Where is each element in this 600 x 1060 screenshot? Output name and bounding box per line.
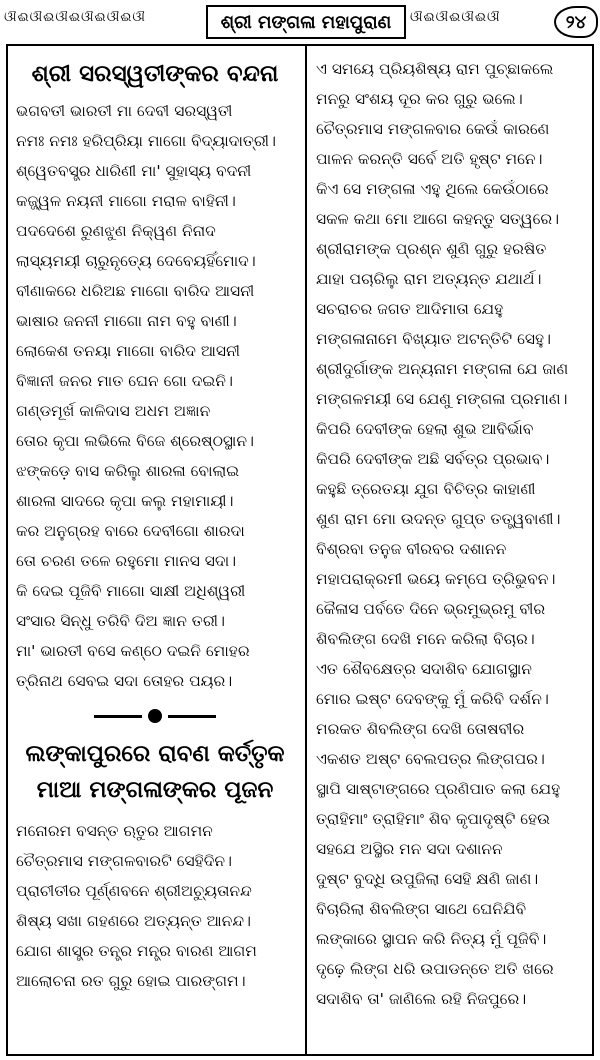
- verse-line: ମା' ଭାରତୀ ବସେ କଣ୍ଠେ ଦଇନି ମୋହର: [16, 642, 250, 660]
- ornament-dot: [148, 709, 162, 723]
- verse-line: ଦୃଢ଼େ ଲିଙ୍ଗ ଧରି ଉପାଡନ୍ତେ ଅତି ଖରେ: [316, 960, 554, 978]
- verse-line: କିପରି ଦେବୀଙ୍କ ହେଲା ଶୁଭ ଆବିର୍ଭାବ: [316, 420, 534, 438]
- saraswati-verses: [10, 96, 300, 696]
- verse-line: ଭଗବତୀ ଭାରତୀ ମା ଦେବୀ ସରସ୍ୱତୀ: [16, 102, 233, 120]
- verse-line: ମହାପରାକ୍ରମୀ ଭୟେ କମ୍ପେ ତ୍ରିଭୁବନ।: [316, 570, 556, 588]
- verse-line: ମରକତ ଶିବଲିଙ୍ଗ ଦେଖି ତୋଷବୀର: [316, 720, 525, 738]
- verse-line: ଝଙ୍କଡ଼େ ବାସ କରିଲୁ ଶାରଳା ବୋଲାଇ: [16, 462, 240, 480]
- verse-line: କହୁଛି ତ୍ରେତୟା ଯୁଗ ବିଚିତ୍ର କାହାଣୀ: [316, 480, 536, 498]
- verse-line: ମନୋରମ ବସନ୍ତ ଋତୁର ଆଗମନ: [16, 822, 213, 840]
- verse-line: ଏକଶତ ଅଷ୍ଟ ବେଲପତ୍ର ଲିଙ୍ଗପର।: [316, 750, 545, 768]
- verse-line: ସଦାଶିବ ତା' ଜାଣିଲେ ରହି ନିଜପୁରେ।: [316, 990, 527, 1008]
- ravana-verses: [10, 816, 300, 996]
- verse-line: ଲୋକେଶ ତନୟା ମାଗୋ ବାରିଦ ଆସନୀ: [16, 342, 241, 360]
- verse-line: ଯୋଗ ଶାସ୍ତ୍ର ତନ୍ତ୍ର ମନ୍ତ୍ର ବାରଣ ଆଗମ: [16, 942, 257, 960]
- verse-line: ଶ୍ରୀରାମଙ୍କ ପ୍ରଶ୍ନ ଶୁଣି ଗୁରୁ ହରଷିତ: [316, 240, 547, 258]
- verse-line: ଏତ ଶୈବକ୍ଷେତ୍ର ସଦାଶିବ ଯୋଗସ୍ଥାନ: [316, 660, 532, 678]
- verse-line: କିପରି ଦେବୀଙ୍କ ଅଛି ସର୍ବତ୍ର ପ୍ରଭାବ।: [316, 450, 550, 468]
- section-ornament: [10, 696, 300, 736]
- verse-line: ମନରୁ ସଂଶୟ ଦୂର କର ଗୁରୁ ଭଲେ।: [316, 90, 523, 108]
- verse-line: ଚୈତ୍ରମାସ ମଙ୍ଗଳବାରଟି ସେହିଦିନ।: [16, 852, 233, 870]
- verse-line: ବୀଣାକରେ ଧରିଅଛ ମାଗୋ ବାରିଦ ଆସନୀ: [16, 282, 255, 300]
- verse-line: ଭାଷାର ଜନନୀ ମାଗୋ ନାମ ବହୁ ବାଣୀ।: [16, 312, 237, 330]
- verse-line: ପଦଦେଶେ ରୁଣଝୁଣ ନିକ୍ୱଣ ନିନାଦ: [16, 222, 216, 240]
- verse-line: ପ୍ରାଚୀତୀର ପୂର୍ଣ୍ଣବନେ ଶ୍ରୀଅଚ୍ୟୁତାନନ୍ଦ: [16, 882, 252, 900]
- verse-line: ସ୍ଥାପି ସାଷ୍ଟାଙ୍ଗରେ ପ୍ରଣିପାତ କଲା ଯେହୁ: [316, 780, 561, 798]
- column-divider: [305, 46, 307, 1054]
- verse-line: ମୋର ଇଷ୍ଟ ଦେବଙ୍କୁ ମୁଁ କରିବି ଦର୍ଶନ।: [316, 690, 549, 708]
- verse-line: ସକଳ କଥା ମୋ ଆଗେ କହନ୍ତୁ ସତ୍ୱରେ।: [316, 210, 560, 228]
- verse-line: ଏ ସମୟେ ପ୍ରିୟଶିଷ୍ୟ ରାମ ପୁଚ୍ଛାକଲେ: [316, 60, 554, 78]
- verse-line: କର ଅନୁଗ୍ରହ ବାରେ ଦେବୀଗୋ ଶାରଦା: [16, 522, 245, 540]
- verse-line: ଚୈତ୍ରମାସ ମଙ୍ଗଳବାର କେଉଁ କାରଣେ: [316, 120, 550, 138]
- verse-line: ବିଜ୍ଞାନୀ ଜନର ମାତ ଘେନ ଗୋ ଦଇନି।: [16, 372, 233, 390]
- verse-line: ବିଶ୍ରବା ତନୁଜ ବୀରବର ଦଶାନନ: [316, 540, 507, 558]
- verse-line: ବିଚାରିଲା ଶିବଲିଙ୍ଗ ସାଥେ ଘେନିଯିବି: [316, 900, 527, 918]
- verse-line: ଶାରଳା ସାଦରେ କୃପା କଲୁ ମହାମାୟୀ।: [16, 492, 234, 510]
- section-title-ravana-line1: ଲଙ୍କାପୁରରେ ରାବଣ କର୍ତ୍ତୃକ: [25, 741, 285, 767]
- verse-line: ନମଃ ନମଃ ହରିପ୍ରିୟା ମାଗୋ ବିଦ୍ୟାଦାତ୍ରୀ।: [16, 132, 277, 150]
- verse-line: କୈଳାସ ପର୍ବତେ ଦିନେ ଭ୍ରମୁଭ୍ରମୁ ବୀର: [316, 600, 546, 618]
- page-number: ୨୪: [554, 6, 598, 38]
- verse-line: ସହଯେ ଅସ୍ଥିର ମନ ସଦା ଦଶାନନ: [316, 840, 503, 858]
- verse-line: ଶ୍ୱେତବସ୍ତ୍ର ଧାରିଣୀ ମା' ସୁହାସ୍ୟ ବଦନୀ: [16, 162, 252, 180]
- verse-line: କି ଦେଇ ପୂଜିବି ମାଗୋ ସାକ୍ଷୀ ଅଧିଶ୍ୱରୀ: [16, 582, 246, 600]
- page-header: [0, 0, 600, 44]
- verse-line: ଗଣ୍ଡମୂର୍ଖ କାଳିଦାସ ଅଧମ ଅଜ୍ଞାନ: [16, 402, 211, 420]
- verse-line: ଲାସ୍ୟମୟୀ ଚାରୁନୃତ୍ୟେ ଦେବେୟହିଁମୋଦ।: [16, 252, 256, 270]
- verse-line: ଶୁଣ ରାମ ମୋ ଉଦନ୍ତ ଗୁପ୍ତ ତତ୍ତ୍ୱବାଣୀ।: [316, 510, 561, 528]
- section-title-saraswati: ଶ୍ରୀ ସରସ୍ୱତୀଙ୍କର ବନ୍ଦନା: [31, 61, 279, 87]
- verse-line: ମଙ୍ଗଳମୟୀ ସେ ଯେଣୁ ମଙ୍ଗଳା ପ୍ରମାଣ।: [316, 390, 568, 408]
- verse-line: ଶ୍ରୀଦୁର୍ଗାଙ୍କ ଅନ୍ୟନାମ ମଙ୍ଗଳା ଯେ ଜାଣ: [316, 360, 569, 378]
- right-verses: [310, 54, 600, 1014]
- left-column: [10, 46, 300, 996]
- verse-line: ସଂସାର ସିନ୍ଧୁ ତରିବି ଦିଅ ଜ୍ଞାନ ତରୀ।: [16, 612, 225, 630]
- verse-line: ତୋ ଚରଣ ତଳେ ରହୁମୋ ମାନସ ସଦା।: [16, 552, 237, 570]
- verse-line: ତ୍ରିନାଥ ସେବଇ ସଦା ତୋହର ପୟର।: [16, 672, 233, 690]
- verse-line: ଆଲୋଚନା ରତ ଗୁରୁ ହୋଇ ପାରଙ୍ଗମ।: [16, 972, 246, 990]
- verse-line: ଯାହା ପଚାରିଲୁ ରାମ ଅତ୍ୟନ୍ତ ଯଥାର୍ଥ।: [316, 270, 542, 288]
- ornament-bar-left: [94, 715, 142, 718]
- verse-line: ଶିଷ୍ୟ ସଖା ଗହଣରେ ଅତ୍ୟନ୍ତ ଆନନ୍ଦ।: [16, 912, 252, 930]
- verse-line: ପାଳନ କରନ୍ତି ସର୍ବେ ଅତି ହୃଷ୍ଟ ମନେ।: [316, 150, 543, 168]
- verse-line: ଶିବଲିଙ୍ଗ ଦେଖି ମନେ କରିଲା ବିଚାର।: [316, 630, 535, 648]
- ornament-bar-right: [168, 715, 216, 718]
- book-title: ଶ୍ରୀ ମଙ୍ଗଳା ମହାପୁରାଣ: [206, 5, 406, 39]
- verse-line: ତୋର କୃପା ଲଭିଲେ ବିଜେ ଶ୍ରେଷ୍ଠସ୍ଥାନ।: [16, 432, 254, 450]
- verse-line: କଜ୍ଜ୍ୱଳ ନୟନୀ ମାଗୋ ମରାଳ ବାହିନୀ।: [16, 192, 236, 210]
- verse-line: ସଚରାଚର ଜଗତ ଆଦିମାତା ଯେହୁ: [316, 300, 504, 318]
- verse-line: କିଏ ସେ ମଙ୍ଗଳା ଏହୁ ଥିଲେ କେଉଁଠାରେ: [316, 180, 549, 198]
- header-ornament-right: ଔଈଔଈଔଈଔ: [410, 10, 501, 25]
- verse-line: ମଙ୍ଗଳାନାମେ ବିଖ୍ୟାତ ଅଟନ୍ତିଟି ସେହୁ।: [316, 330, 551, 348]
- header-ornament-left: ଔଈଔଈଔଈଔଈଔଈଔ: [4, 10, 146, 25]
- verse-line: ତ୍ରାହିମାଂ ତ୍ରାହିମାଂ ଶିବ କୃପାଦୃଷ୍ଟି ହେଉ: [316, 810, 550, 828]
- right-column: [310, 46, 600, 1014]
- verse-line: ଲଙ୍କାରେ ସ୍ଥାପନ କରି ନିତ୍ୟ ମୁଁ ପୂଜିବି।: [316, 930, 547, 948]
- section-title-ravana-line2: ମାଆ ମଙ୍ଗଳାଙ୍କର ପୂଜନ: [36, 777, 274, 803]
- verse-line: ଦୁଷ୍ଟ ବୁଦ୍ଧି ଉପୁଜିଲା ସେହି କ୍ଷଣି ଜାଣ।: [316, 870, 539, 888]
